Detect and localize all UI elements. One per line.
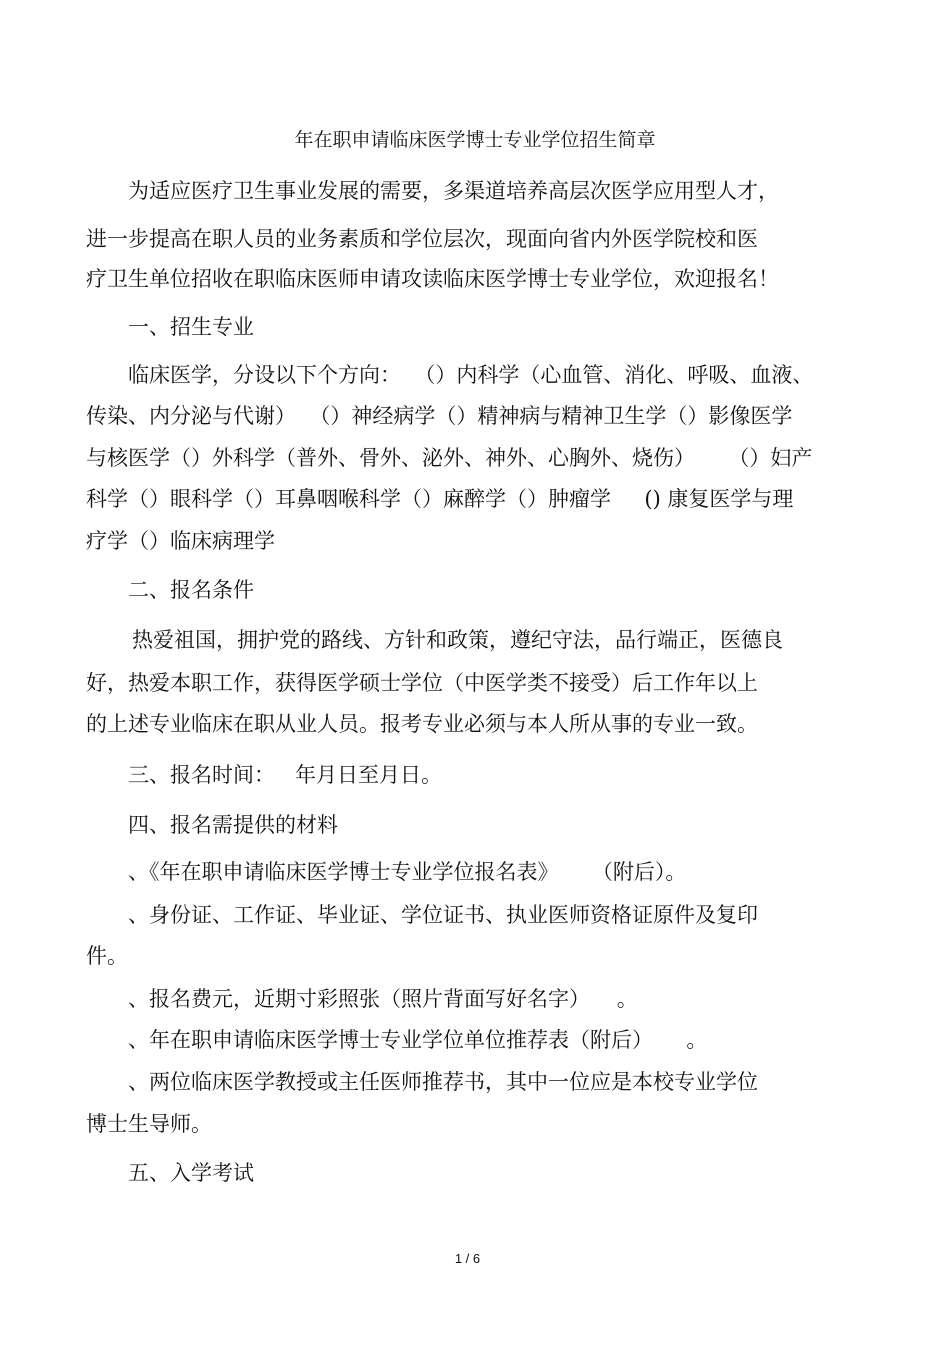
- majors-line: 疗学（）临床病理学: [86, 529, 275, 553]
- intro-line: 进一步提高在职人员的业务素质和学位层次，现面向省内外医学院校和医: [86, 227, 758, 251]
- section-heading-materials: 四、报名需提供的材料: [128, 813, 338, 837]
- majors-line: 临床医学，分设以下个方向： （）内科学（心血管、消化、呼吸、血液、: [128, 363, 814, 387]
- intro-line: 疗卫生单位招收在职临床医师申请攻读临床医学博士专业学位，欢迎报名！: [86, 267, 779, 291]
- materials-item: 博士生导师。: [86, 1112, 212, 1136]
- section-heading-requirements: 二、报名条件: [128, 578, 254, 602]
- majors-line: 传染、内分泌与代谢） （）神经病学（）精神病与精神卫生学（）影像医学: [86, 404, 793, 428]
- document-title: 年在职申请临床医学博士专业学位招生简章: [294, 129, 656, 151]
- section-heading-entrance-exam: 五、入学考试: [128, 1161, 254, 1185]
- intro-line: 为适应医疗卫生事业发展的需要，多渠道培养高层次医学应用型人才，: [128, 179, 779, 203]
- requirements-line: 的上述专业临床在职从业人员。报考专业必须与本人所从事的专业一致。: [86, 712, 758, 736]
- requirements-line: 热爱祖国，拥护党的路线、方针和政策，遵纪守法，品行端正，医德良: [132, 628, 783, 652]
- majors-line: 与核医学（）外科学（普外、骨外、泌外、神外、心胸外、烧伤） （）妇产: [86, 446, 813, 470]
- materials-item: 、两位临床医学教授或主任医师推荐书，其中一位应是本校专业学位: [128, 1070, 758, 1094]
- section-heading-registration-time: 三、报名时间： 年月日至月日。: [128, 763, 443, 787]
- materials-item: 、报名费元，近期寸彩照张（照片背面写好名字） 。: [128, 987, 638, 1011]
- materials-item: 件。: [86, 944, 128, 968]
- requirements-line: 好，热爱本职工作，获得医学硕士学位（中医学类不接受）后工作年以上: [86, 671, 758, 695]
- materials-item: 、《年在职申请临床医学博士专业学位报名表》 （附后）。: [128, 860, 687, 884]
- section-heading-majors: 一、招生专业: [128, 315, 254, 339]
- majors-line: 科学（）眼科学（）耳鼻咽喉科学（）麻醉学（）肿瘤学 () 康复医学与理: [86, 487, 794, 511]
- page-number: 1 / 6: [454, 1251, 481, 1266]
- materials-item: 、年在职申请临床医学博士专业学位单位推荐表（附后） 。: [128, 1028, 708, 1052]
- materials-item: 、身份证、工作证、毕业证、学位证书、执业医师资格证原件及复印: [128, 903, 758, 927]
